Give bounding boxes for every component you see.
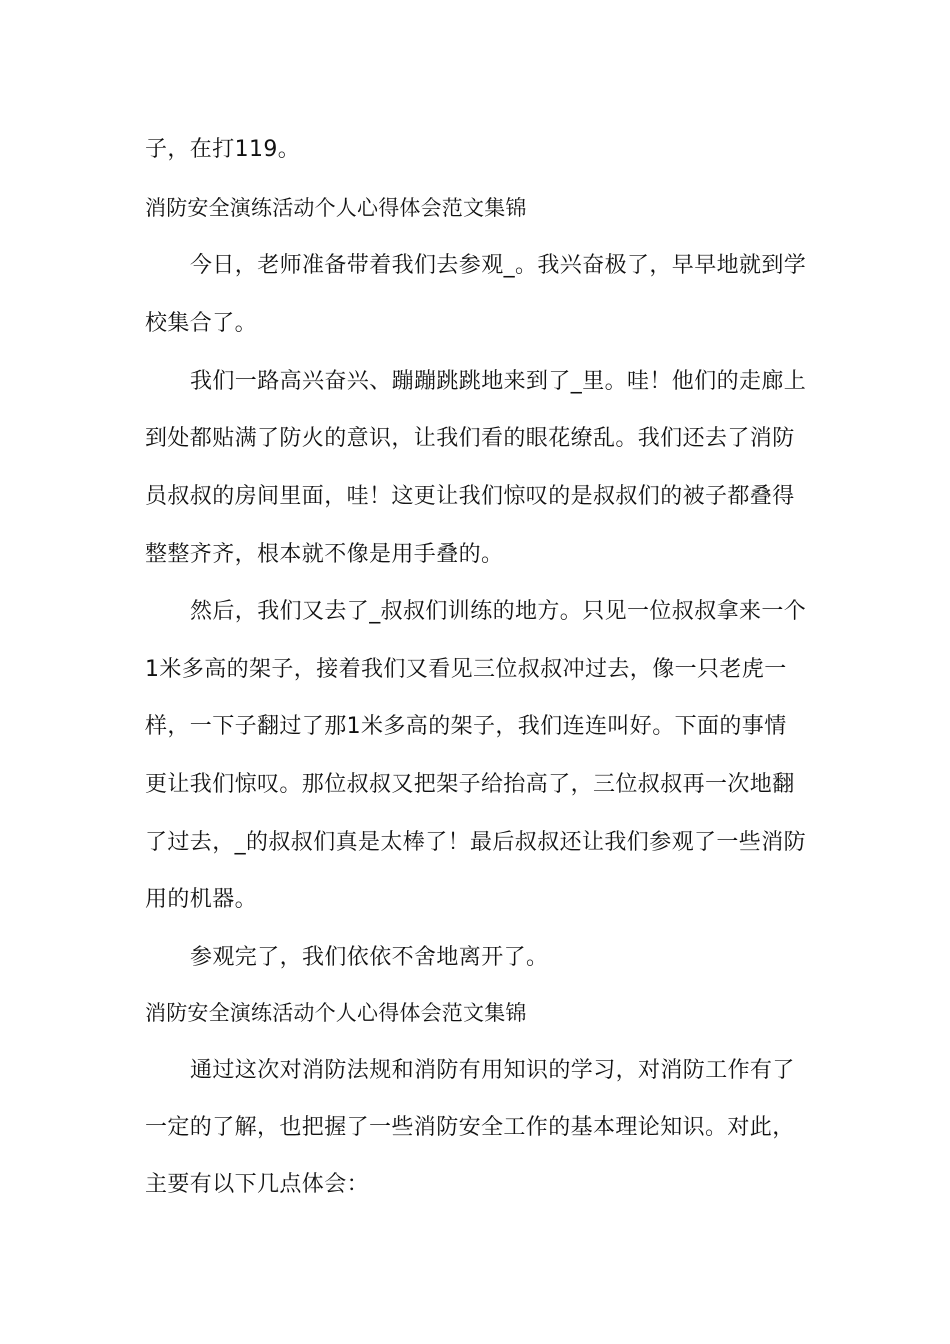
- text-line: 了过去，_的叔叔们真是太棒了！最后叔叔还让我们参观了一些消防: [145, 830, 807, 855]
- text-line: 更让我们惊叹。那位叔叔又把架子给抬高了，三位叔叔再一次地翻: [145, 772, 795, 797]
- text-line: 样，一下子翻过了那1米多高的架子，我们连连叫好。下面的事情: [145, 714, 787, 739]
- paragraph-line: 然后，我们又去了_叔叔们训练的地方。只见一位叔叔拿来一个: [190, 599, 807, 624]
- paragraph-line: 我们一路高兴奋兴、蹦蹦跳跳地来到了_里。哇！他们的走廊上: [190, 369, 807, 394]
- text-line: 到处都贴满了防火的意识，让我们看的眼花缭乱。我们还去了消防: [145, 426, 795, 451]
- text-line: 用的机器。: [145, 887, 258, 912]
- paragraph-line: 参观完了，我们依依不舍地离开了。: [190, 945, 549, 970]
- section-heading: 消防安全演练活动个人心得体会范文集锦: [145, 196, 527, 220]
- text-line: 校集合了。: [145, 311, 258, 336]
- text-line: 一定的了解，也把握了一些消防安全工作的基本理论知识。对此，: [145, 1115, 795, 1140]
- text-line: 员叔叔的房间里面，哇！这更让我们惊叹的是叔叔们的被子都叠得: [145, 484, 795, 509]
- paragraph-line: 今日，老师准备带着我们去参观_。我兴奋极了，早早地就到学: [190, 253, 807, 278]
- text-line: 整整齐齐，根本就不像是用手叠的。: [145, 542, 504, 567]
- text-line: 主要有以下几点体会：: [145, 1172, 370, 1197]
- text-line: 子，在打119。: [145, 137, 301, 162]
- section-heading: 消防安全演练活动个人心得体会范文集锦: [145, 1001, 527, 1025]
- text-line: 1米多高的架子，接着我们又看见三位叔叔冲过去，像一只老虎一: [145, 657, 787, 682]
- paragraph-line: 通过这次对消防法规和消防有用知识的学习，对消防工作有了: [190, 1058, 795, 1083]
